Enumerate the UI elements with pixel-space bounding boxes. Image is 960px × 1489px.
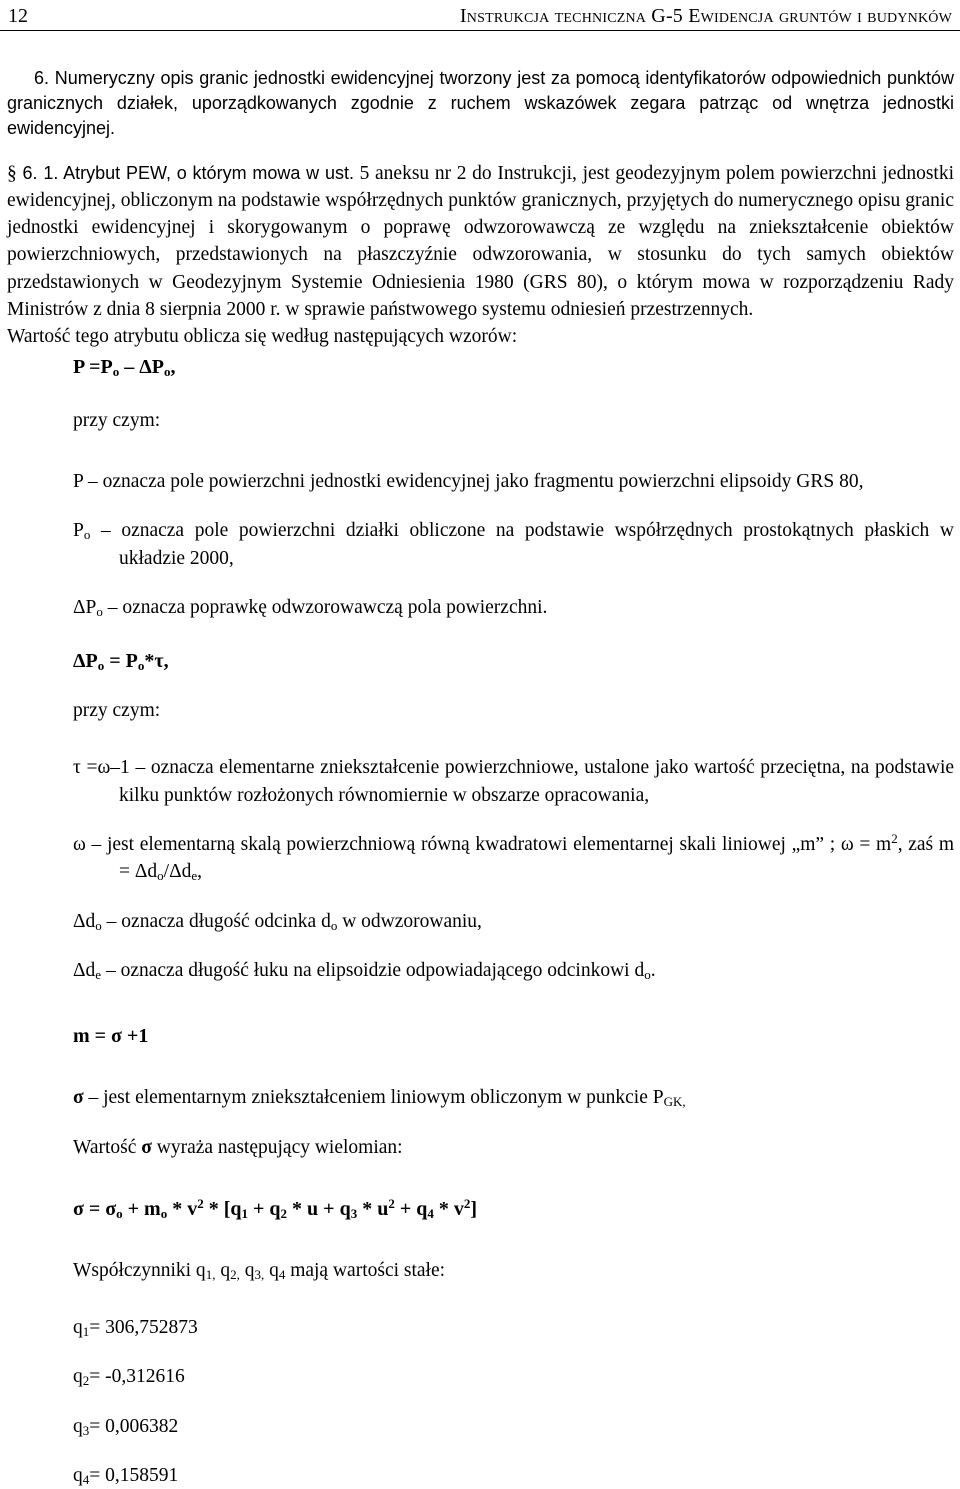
section-sign: § [7,162,17,184]
section-lead: 6. 1. Atrybut PEW, o którym mowa w ust. [16,162,354,183]
coefficient-q2: $q_2= -0,312616$ [73,1366,185,1389]
def-sigma: σ – jest elementarnym zniekształceniem liniowym obliczonym w punkcie $P_{GK,}$ [73,1087,686,1110]
def-delta-de: $\Delta d_e$ – oznacza długość łuku na elipsoidzie odpowiadającego odcinkowi $d_o$. [73,959,656,982]
coefficient-q3: $q_3= 0,006382$ [73,1415,179,1438]
page-number: 12 [8,5,28,27]
coefficient-q1: $q_1= 306,752873$ [73,1317,198,1340]
formula-p: $P =P_o - \Delta P_o$, [73,355,176,379]
def-po: $P_o$ – oznacza pole powierzchni działki obliczone na podstawie współrzędnych prostokątnych płaskich w układzie 2000, [73,520,954,569]
coefficients-intro: Współczynniki $q_{1,}$ $q_{2,}$ $q_{3,}$ $q_4$ mają wartości stałe: [73,1259,446,1282]
running-title: Instrukcja techniczna G-5 Ewidencja gruntów i budynków [459,5,952,27]
page-header [0,0,960,31]
coefficient-q4: $q_4= 0,158591$ [73,1464,179,1487]
section-6-1 [7,160,954,324]
formula-m: m = σ +1 [73,1025,149,1048]
def-omega: ω – jest elementarną skalą powierzchniową równą kwadratowi elementarnej skali liniowej „m” ; $\omega = m^2$, zaś $m = \Delta d_o/\Delta d_e$, [73,831,954,884]
page-body [7,66,954,1489]
formula-delta-po: $\Delta P_o = P_o*\tau$, [73,650,169,674]
paragraph-6: 6. Numeryczny opis granic jednostki ewidencyjnej tworzony jest za pomocą identyfikatorów odpowiednich punktów granicznych działek, uporządkowanych zgodnie z ruchem wskazówek zegara patrząc od wnętrza jednostki ewidencyjnej. [7,68,954,139]
def-tau: τ =ω–1 – oznacza elementarne zniekształcenie powierzchniowe, ustalone jako wartość przeciętna, na podstawie kilku punktów rozłożonych równomiernie w obszarze opracowania, [73,757,955,806]
przy-czym-label: przy czym: [73,409,161,431]
def-delta-po: $\Delta P_o$ – oznacza poprawkę odwzorowawczą pola powierzchni. [73,596,548,619]
def-delta-do: $\Delta d_o$ – oznacza długość odcinka $d_o$ w odwzorowaniu, [73,910,482,933]
def-p: P – oznacza pole powierzchni jednostki ewidencyjnej jako fragmentu powierzchni elipsoidy GRS 80, [73,470,864,492]
sigma-polynomial-intro: Wartość σ wyraża następujący wielomian: [73,1136,403,1158]
przy-czym-label-2: przy czym: [73,700,161,722]
section-body: 5 aneksu nr 2 do Instrukcji, jest geodezyjnym polem powierzchni jednostki ewidencyjnej, obliczonym na podstawie współrzędnych punktów granicznych, przyjętych do numerycznego opisu granic jednostki ewidencyjnej i skorygowanym o poprawę odwzorowawczą ze względu na zniekształcenie obiektów powierzchniowych, przedstawionych na płaszczyźnie odwzorowania, w stosunku do tych samych obiektów przedstawionych w Geodezyjnym Systemie Odniesienia 1980 (GRS 80), o którym mowa w rozporządzeniu Rady Ministrów z dnia 8 sierpnia 2000 r. w sprawie państwowego systemu odniesień przestrzennych. [7,162,954,321]
formulas-intro: Wartość tego atrybutu oblicza się według następujących wzorów: [7,326,518,348]
formula-sigma: $\sigma = \sigma_o + m_o * v^2 * [q_1 + q_2 * u + q_3 * u^2 + q_4 * v^2]$ [73,1195,478,1221]
